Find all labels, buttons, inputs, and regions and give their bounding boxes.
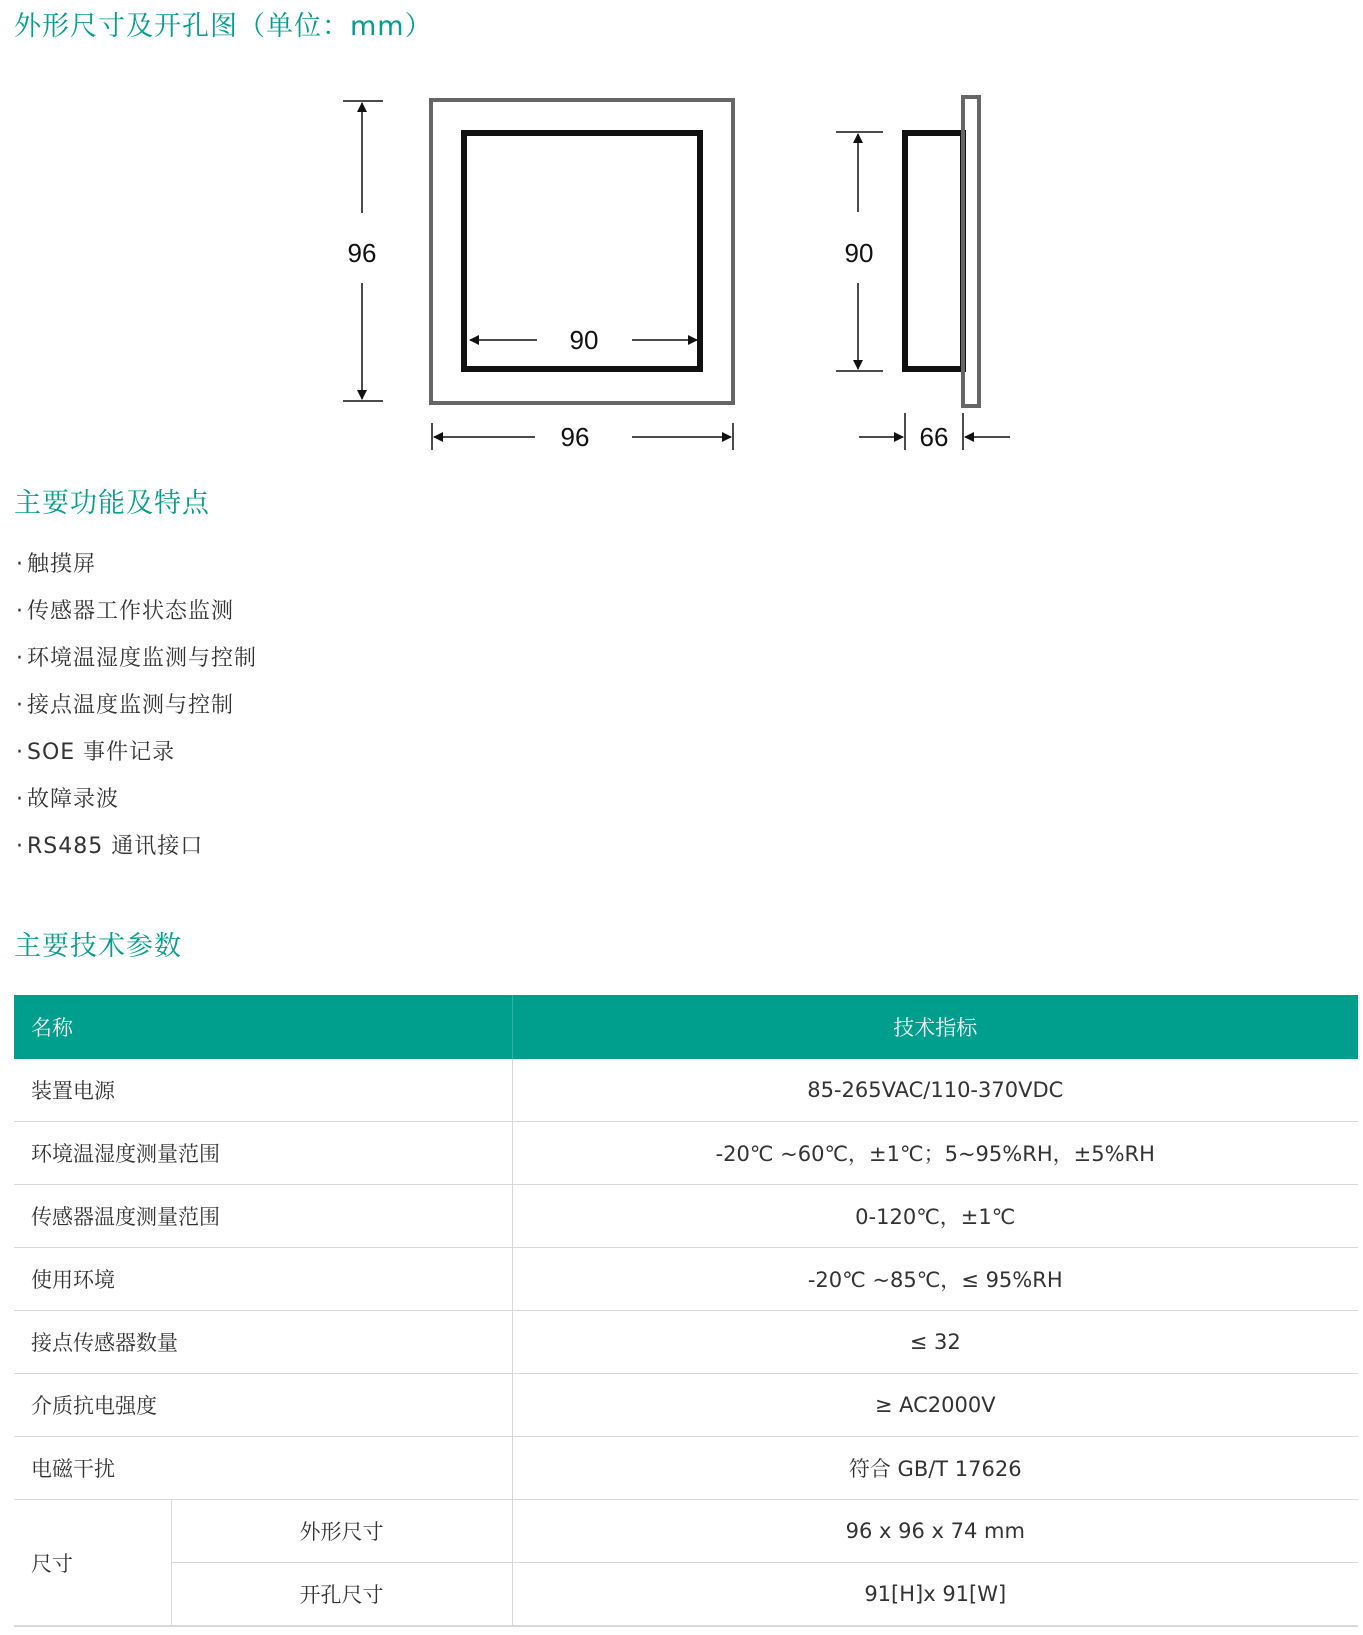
table-row — [14, 1563, 1358, 1627]
row-value: 96 x 96 x 74 mm — [512, 1500, 1358, 1563]
row-name: 接点传感器数量 — [14, 1311, 512, 1374]
front-height-dimension — [343, 101, 383, 401]
table-row — [14, 1122, 1358, 1185]
dimension-drawing — [0, 60, 1363, 450]
row-subname: 外形尺寸 — [171, 1500, 512, 1563]
row-name: 介质抗电强度 — [14, 1374, 512, 1437]
inner-width-label: 90 — [569, 325, 599, 355]
table-row — [14, 1500, 1358, 1563]
specs-title: 主要技术参数 — [14, 931, 182, 962]
side-depth-label: 66 — [919, 422, 949, 450]
side-height-label: 90 — [844, 238, 874, 268]
specs-table — [14, 995, 1358, 1627]
row-value: 85-265VAC/110-370VDC — [512, 1059, 1358, 1122]
front-width-label: 96 — [560, 422, 590, 450]
feature-item: · 故障录波 — [16, 783, 257, 830]
table-row — [14, 1311, 1358, 1374]
table-row — [14, 1374, 1358, 1437]
row-name: 环境温湿度测量范围 — [14, 1122, 512, 1185]
table-row — [14, 1059, 1358, 1122]
row-name: 传感器温度测量范围 — [14, 1185, 512, 1248]
feature-item: · RS485 通讯接口 — [16, 830, 257, 877]
row-name: 装置电源 — [14, 1059, 512, 1122]
row-subname: 开孔尺寸 — [171, 1563, 512, 1627]
row-name: 电磁干扰 — [14, 1437, 512, 1500]
dimensions-title: 外形尺寸及开孔图（单位：mm） — [14, 11, 433, 42]
side-body — [905, 133, 963, 369]
row-value: -20℃ ~60℃，±1℃；5~95%RH，±5%RH — [512, 1122, 1358, 1185]
side-height-dimension — [836, 132, 883, 371]
size-group-name: 尺寸 — [14, 1500, 171, 1627]
header-name: 名称 — [14, 995, 512, 1059]
row-value: ≤ 32 — [512, 1311, 1358, 1374]
row-value: 91[H]x 91[W] — [512, 1563, 1358, 1627]
row-value: -20℃ ~85℃，≤ 95%RH — [512, 1248, 1358, 1311]
row-name: 使用环境 — [14, 1248, 512, 1311]
row-value: 0-120℃，±1℃ — [512, 1185, 1358, 1248]
feature-item: · 传感器工作状态监测 — [16, 595, 257, 642]
header-spec: 技术指标 — [512, 995, 1358, 1059]
table-row — [14, 1248, 1358, 1311]
side-depth-dimension — [859, 413, 1010, 450]
front-width-dimension — [432, 422, 733, 450]
features-title: 主要功能及特点 — [14, 488, 210, 519]
feature-item: · 环境温湿度监测与控制 — [16, 642, 257, 689]
table-row — [14, 1185, 1358, 1248]
features-list — [16, 548, 257, 877]
row-value: 符合 GB/T 17626 — [512, 1437, 1358, 1500]
specs-header-row — [14, 995, 1358, 1059]
front-outer-frame — [431, 100, 733, 403]
row-value: ≥ AC2000V — [512, 1374, 1358, 1437]
feature-item: · 触摸屏 — [16, 548, 257, 595]
table-row — [14, 1437, 1358, 1500]
front-height-label: 96 — [347, 238, 377, 268]
feature-item: · 接点温度监测与控制 — [16, 689, 257, 736]
inner-width-dimension — [470, 325, 697, 355]
feature-item: · SOE 事件记录 — [16, 736, 257, 783]
